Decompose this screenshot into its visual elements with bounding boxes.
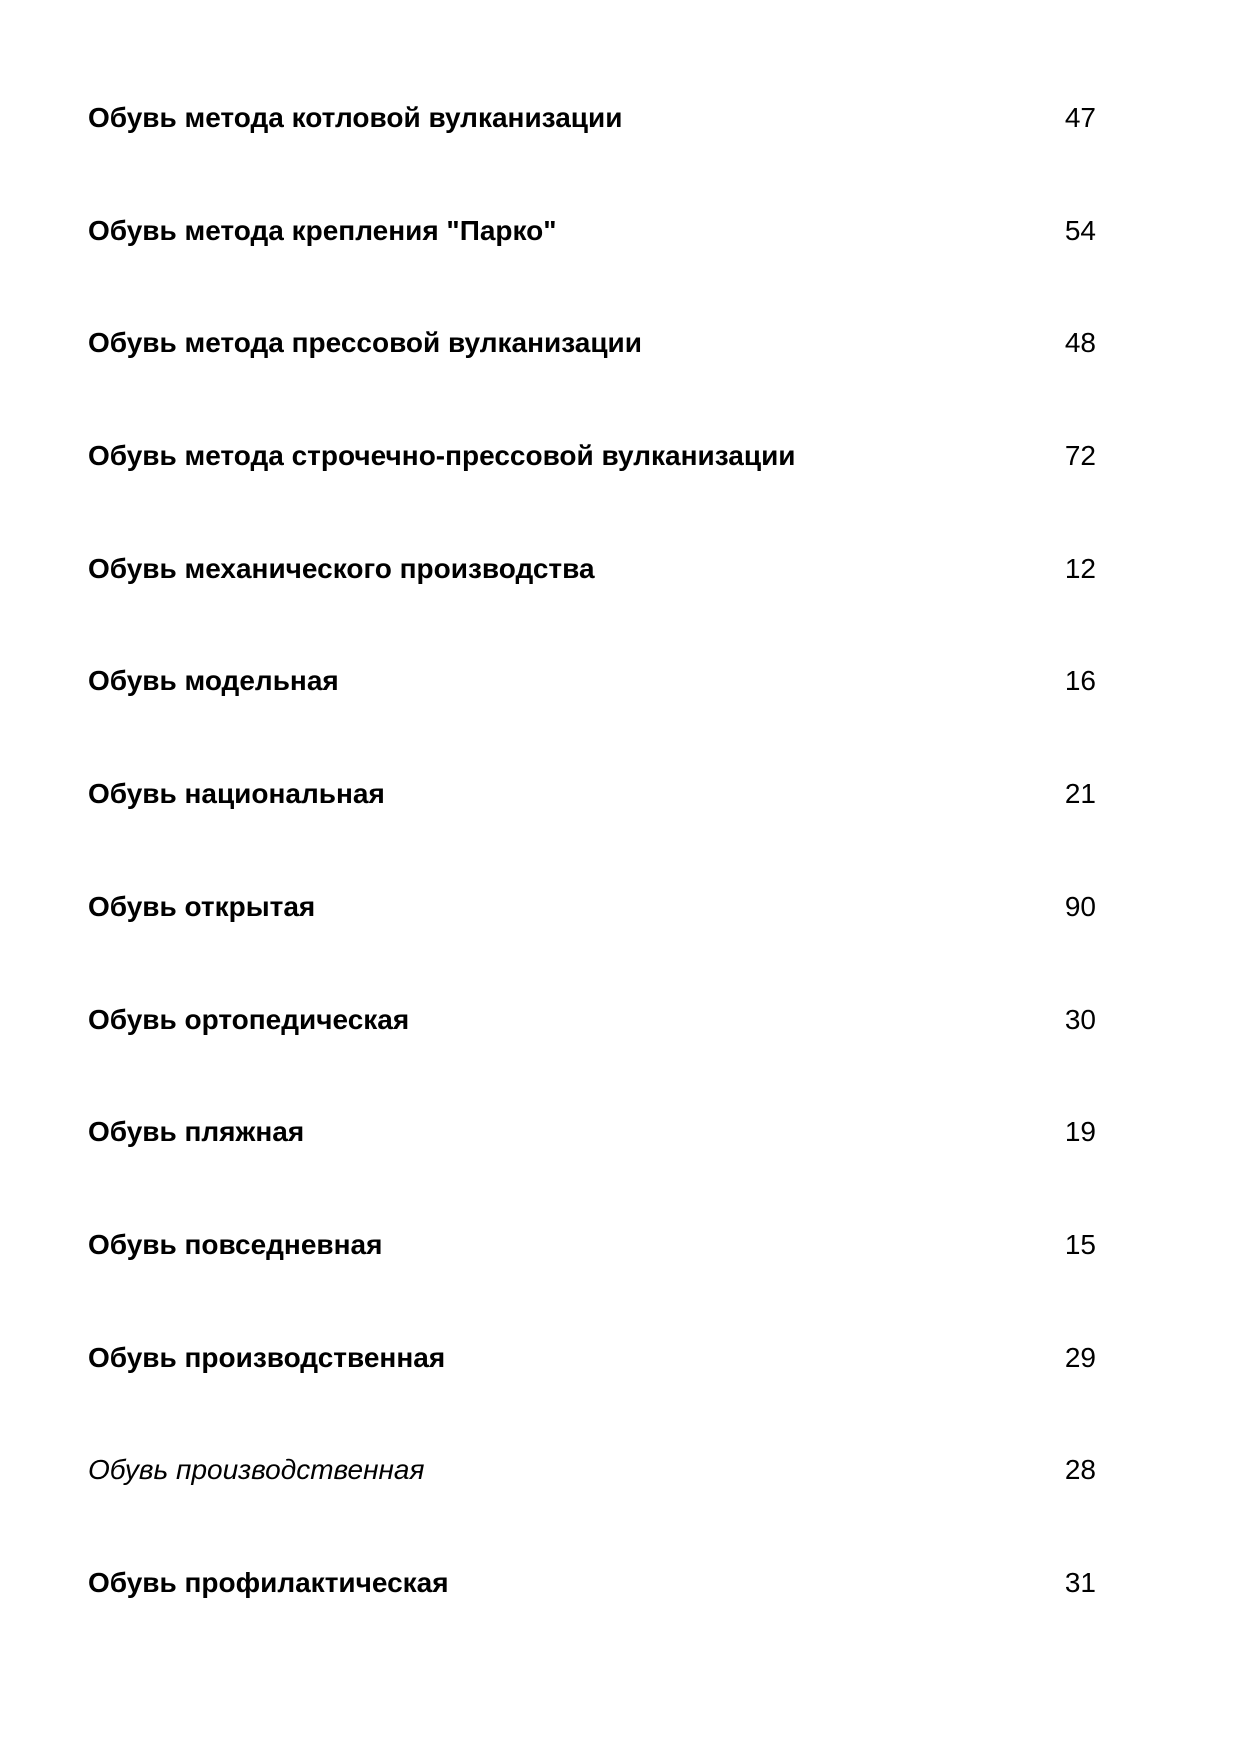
index-entry-term: Обувь ортопедическая	[88, 1003, 410, 1035]
index-entry-page: 72	[1064, 440, 1096, 472]
index-entry-term: Обувь повседневная	[88, 1228, 383, 1260]
index-entry-term: Обувь метода котловой вулканизации	[88, 102, 623, 133]
index-entry	[88, 552, 1096, 665]
index-entry-page: 30	[1064, 1003, 1096, 1035]
index-entry-term: Обувь профилактическая	[88, 1566, 449, 1598]
index-entry-page: 12	[1064, 552, 1096, 584]
index-entry-page: 19	[1064, 1116, 1096, 1148]
index-entry	[88, 890, 1096, 1003]
index-entry-page: 16	[1064, 665, 1096, 697]
index-entry-page: 31	[1064, 1566, 1096, 1598]
index-entry	[88, 1566, 1096, 1679]
index-entry-term: Обувь производственная	[88, 1454, 425, 1486]
index-entry	[88, 326, 1096, 439]
index-entry	[88, 1453, 1096, 1566]
index-entry-term: Обувь производственная	[88, 1341, 446, 1373]
index-entry	[88, 1228, 1096, 1341]
index-entry	[88, 214, 1096, 327]
index-entry	[88, 101, 1096, 214]
index-entry	[88, 1115, 1096, 1228]
index-entry	[88, 664, 1096, 777]
index-entry-page: 48	[1064, 327, 1096, 359]
index-entry-page: 54	[1064, 214, 1096, 246]
index-entry-term: Обувь модельная	[88, 665, 339, 697]
index-list	[88, 101, 1096, 1679]
index-entry-term: Обувь метода крепления "Парко"	[88, 214, 557, 246]
index-entry-page: 29	[1064, 1341, 1096, 1373]
index-entry-term: Обувь национальная	[88, 778, 385, 810]
index-entry	[88, 777, 1096, 890]
index-entry-page: 15	[1064, 1228, 1096, 1260]
index-entry-page: 90	[1064, 890, 1096, 922]
index-entry	[88, 1003, 1096, 1116]
index-entry	[88, 1341, 1096, 1454]
index-entry-term: Обувь механического производства	[88, 552, 595, 584]
index-entry-page: 28	[1064, 1454, 1096, 1486]
index-entry-page: 21	[1064, 778, 1096, 810]
index-entry-term: Обувь открытая	[88, 890, 316, 922]
index-entry	[88, 439, 1096, 552]
index-entry-term: Обувь пляжная	[88, 1116, 305, 1148]
index-entry-page: 47	[1064, 102, 1096, 133]
index-entry-term: Обувь метода прессовой вулканизации	[88, 327, 642, 359]
index-entry-term: Обувь метода строчечно-прессовой вулканизации	[88, 440, 796, 472]
